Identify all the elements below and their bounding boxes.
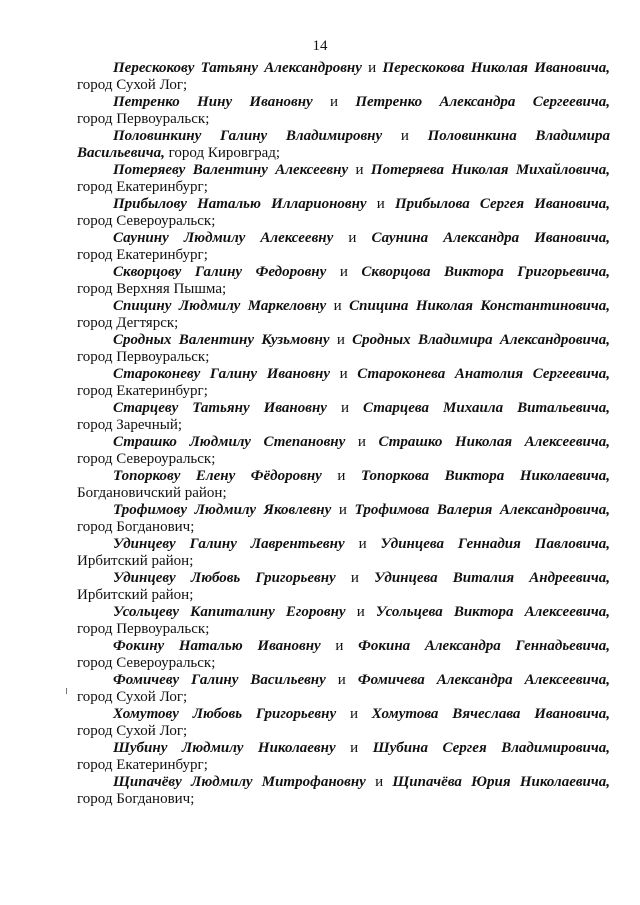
- recipient-entry: [77, 638, 610, 672]
- residence-line: [77, 689, 610, 706]
- husband-name: Староконева Анатолия Сергеевича,: [357, 366, 610, 382]
- husband-name: Трофимова Валерия Александровича,: [354, 502, 610, 518]
- residence-line: [77, 145, 610, 162]
- residence-line: [77, 791, 610, 808]
- residence-line: [77, 587, 610, 604]
- conjunction: и: [330, 94, 339, 110]
- recipient-entry: [77, 706, 610, 740]
- conjunction: и: [358, 536, 367, 552]
- residence-place: Ирбитский район;: [77, 587, 194, 603]
- residence-line: [77, 417, 610, 434]
- wife-name: Старцеву Татьяну Ивановну: [113, 400, 327, 416]
- conjunction: и: [350, 570, 359, 586]
- recipient-names-line: [77, 60, 610, 77]
- recipient-entry: [77, 60, 610, 94]
- residence-place: город Заречный;: [77, 417, 183, 433]
- conjunction: и: [338, 502, 347, 518]
- residence-line: [77, 281, 610, 298]
- wife-name: Скворцову Галину Федоровну: [113, 264, 327, 280]
- recipient-entry: [77, 400, 610, 434]
- residence-place: Ирбитский район;: [77, 553, 194, 569]
- wife-name: Староконеву Галину Ивановну: [113, 366, 330, 382]
- husband-name: Половинкина Владимира: [427, 128, 610, 144]
- residence-place: город Североуральск;: [77, 451, 216, 467]
- residence-place: город Североуральск;: [77, 655, 216, 671]
- conjunction: и: [337, 468, 346, 484]
- residence-line: [77, 553, 610, 570]
- recipient-names-line: [77, 366, 610, 383]
- conjunction: и: [357, 434, 366, 450]
- husband-name: Сродных Владимира Александровича,: [352, 332, 610, 348]
- husband-name: Фокина Александра Геннадьевича,: [358, 638, 610, 654]
- residence-line: [77, 485, 610, 502]
- residence-place: город Сухой Лог;: [77, 723, 188, 739]
- wife-name: Трофимову Людмилу Яковлевну: [113, 502, 332, 518]
- residence-place: город Сухой Лог;: [77, 77, 188, 93]
- husband-name: Прибылова Сергея Ивановича,: [395, 196, 610, 212]
- residence-line: [77, 655, 610, 672]
- wife-name: Потеряеву Валентину Алексеевну: [113, 162, 349, 178]
- conjunction: и: [356, 604, 365, 620]
- recipient-entry: [77, 366, 610, 400]
- wife-name: Саунину Людмилу Алексеевну: [113, 230, 334, 246]
- recipient-entry: [77, 434, 610, 468]
- recipient-entry: [77, 332, 610, 366]
- husband-name: Спицина Николая Константиновича,: [349, 298, 610, 314]
- conjunction: и: [339, 264, 348, 280]
- husband-name: Старцева Михаила Витальевича,: [363, 400, 610, 416]
- conjunction: и: [333, 298, 342, 314]
- recipient-entry: [77, 740, 610, 774]
- recipient-names-line: [77, 400, 610, 417]
- residence-line: [77, 315, 610, 332]
- recipient-entry: [77, 672, 610, 706]
- conjunction: и: [368, 60, 377, 76]
- residence-place: город Дегтярск;: [77, 315, 179, 331]
- recipient-names-line: [77, 774, 610, 791]
- wife-name: Перескокову Татьяну Александровну: [113, 60, 362, 76]
- husband-name: Удинцева Виталия Андреевича,: [374, 570, 610, 586]
- husband-name: Скворцова Виктора Григорьевича,: [361, 264, 610, 280]
- recipient-entry: [77, 298, 610, 332]
- husband-name-continuation: Васильевича,: [77, 145, 165, 161]
- recipient-entry: [77, 570, 610, 604]
- recipient-names-line: [77, 162, 610, 179]
- residence-line: [77, 213, 610, 230]
- residence-place: город Первоуральск;: [77, 621, 210, 637]
- recipient-names-line: [77, 298, 610, 315]
- residence-line: [77, 111, 610, 128]
- residence-place: город Североуральск;: [77, 213, 216, 229]
- wife-name: Сродных Валентину Кузьмовну: [113, 332, 330, 348]
- wife-name: Половинкину Галину Владимировну: [113, 128, 383, 144]
- residence-line: [77, 757, 610, 774]
- residence-place: город Екатеринбург;: [77, 179, 208, 195]
- conjunction: и: [376, 196, 385, 212]
- recipient-names-line: [77, 468, 610, 485]
- recipient-names-line: [77, 706, 610, 723]
- residence-place: город Богданович;: [77, 519, 195, 535]
- wife-name: Шубину Людмилу Николаевну: [113, 740, 336, 756]
- recipient-names-line: [77, 536, 610, 553]
- recipient-names-line: [77, 196, 610, 213]
- wife-name: Фокину Наталью Ивановну: [113, 638, 321, 654]
- recipient-names-line: [77, 672, 610, 689]
- recipient-names-line: [77, 94, 610, 111]
- wife-name: Прибылову Наталью Илларионовну: [113, 196, 367, 212]
- residence-line: [77, 179, 610, 196]
- wife-name: Спицину Людмилу Маркеловну: [113, 298, 327, 314]
- husband-name: Саунина Александра Ивановича,: [371, 230, 610, 246]
- recipient-names-line: [77, 128, 610, 145]
- residence-place: город Верхняя Пышма;: [77, 281, 227, 297]
- wife-name: Топоркову Елену Фёдоровну: [113, 468, 322, 484]
- recipient-entry: [77, 230, 610, 264]
- conjunction: и: [339, 366, 348, 382]
- recipient-entry: [77, 162, 610, 196]
- recipient-entry: [77, 196, 610, 230]
- recipient-names-line: [77, 638, 610, 655]
- recipient-entry: [77, 604, 610, 638]
- husband-name: Топоркова Виктора Николаевича,: [360, 468, 610, 484]
- wife-name: Петренко Нину Ивановну: [113, 94, 313, 110]
- recipient-names-line: [77, 434, 610, 451]
- recipient-entry: [77, 536, 610, 570]
- conjunction: и: [337, 672, 346, 688]
- husband-name: Фомичева Александра Алексеевича,: [357, 672, 610, 688]
- husband-name: Хомутова Вячеслава Ивановича,: [371, 706, 610, 722]
- residence-line: [77, 77, 610, 94]
- residence-line: [77, 723, 610, 740]
- wife-name: Удинцеву Любовь Григорьевну: [113, 570, 336, 586]
- residence-line: [77, 383, 610, 400]
- residence-place: город Екатеринбург;: [77, 247, 208, 263]
- conjunction: и: [348, 230, 357, 246]
- residence-place: город Богданович;: [77, 791, 195, 807]
- recipient-entry: [77, 264, 610, 298]
- recipient-entry: [77, 774, 610, 808]
- residence-line: [77, 519, 610, 536]
- conjunction: и: [375, 774, 384, 790]
- recipient-entry: [77, 94, 610, 128]
- recipient-entry: [77, 468, 610, 502]
- residence-place: Богдановичский район;: [77, 485, 227, 501]
- recipient-names-line: [77, 740, 610, 757]
- residence-line: [77, 451, 610, 468]
- conjunction: и: [400, 128, 409, 144]
- wife-name: Страшко Людмилу Степановну: [113, 434, 346, 450]
- residence-place: город Первоуральск;: [77, 111, 210, 127]
- husband-name: Перескокова Николая Ивановича,: [382, 60, 610, 76]
- residence-place: город Екатеринбург;: [77, 757, 208, 773]
- husband-name: Удинцева Геннадия Павловича,: [380, 536, 610, 552]
- husband-name: Потеряева Николая Михайловича,: [370, 162, 610, 178]
- residence-place: город Первоуральск;: [77, 349, 210, 365]
- husband-name: Шубина Сергея Владимировича,: [372, 740, 610, 756]
- conjunction: и: [355, 162, 364, 178]
- recipient-names-line: [77, 570, 610, 587]
- conjunction: и: [340, 400, 350, 416]
- page-number: 14: [312, 38, 328, 54]
- recipient-names-line: [77, 230, 610, 247]
- conjunction: и: [335, 638, 344, 654]
- husband-name: Щипачёва Юрия Николаевича,: [392, 774, 610, 790]
- recipient-entry: [77, 502, 610, 536]
- husband-name: Петренко Александра Сергеевича,: [355, 94, 610, 110]
- conjunction: и: [336, 332, 345, 348]
- wife-name: Усольцеву Капиталину Егоровну: [113, 604, 346, 620]
- husband-name: Усольцева Виктора Алексеевича,: [375, 604, 610, 620]
- wife-name: Удинцеву Галину Лаврентьевну: [113, 536, 345, 552]
- residence-place: город Екатеринбург;: [77, 383, 208, 399]
- residence-place: город Сухой Лог;: [77, 689, 188, 705]
- residence-line: [77, 621, 610, 638]
- recipient-names-line: [77, 264, 610, 281]
- residence-line: [77, 349, 610, 366]
- wife-name: Фомичеву Галину Васильевну: [113, 672, 326, 688]
- wife-name: Щипачёву Людмилу Митрофановну: [113, 774, 366, 790]
- award-recipients-list: [77, 60, 610, 808]
- conjunction: и: [350, 740, 359, 756]
- conjunction: и: [349, 706, 358, 722]
- recipient-entry: [77, 128, 610, 162]
- scan-artifact-mark: [66, 688, 67, 694]
- residence-line: [77, 247, 610, 264]
- residence-place: город Кировград;: [168, 145, 281, 161]
- recipient-names-line: [77, 604, 610, 621]
- husband-name: Страшко Николая Алексеевича,: [378, 434, 610, 450]
- recipient-names-line: [77, 502, 610, 519]
- recipient-names-line: [77, 332, 610, 349]
- wife-name: Хомутову Любовь Григорьевну: [113, 706, 337, 722]
